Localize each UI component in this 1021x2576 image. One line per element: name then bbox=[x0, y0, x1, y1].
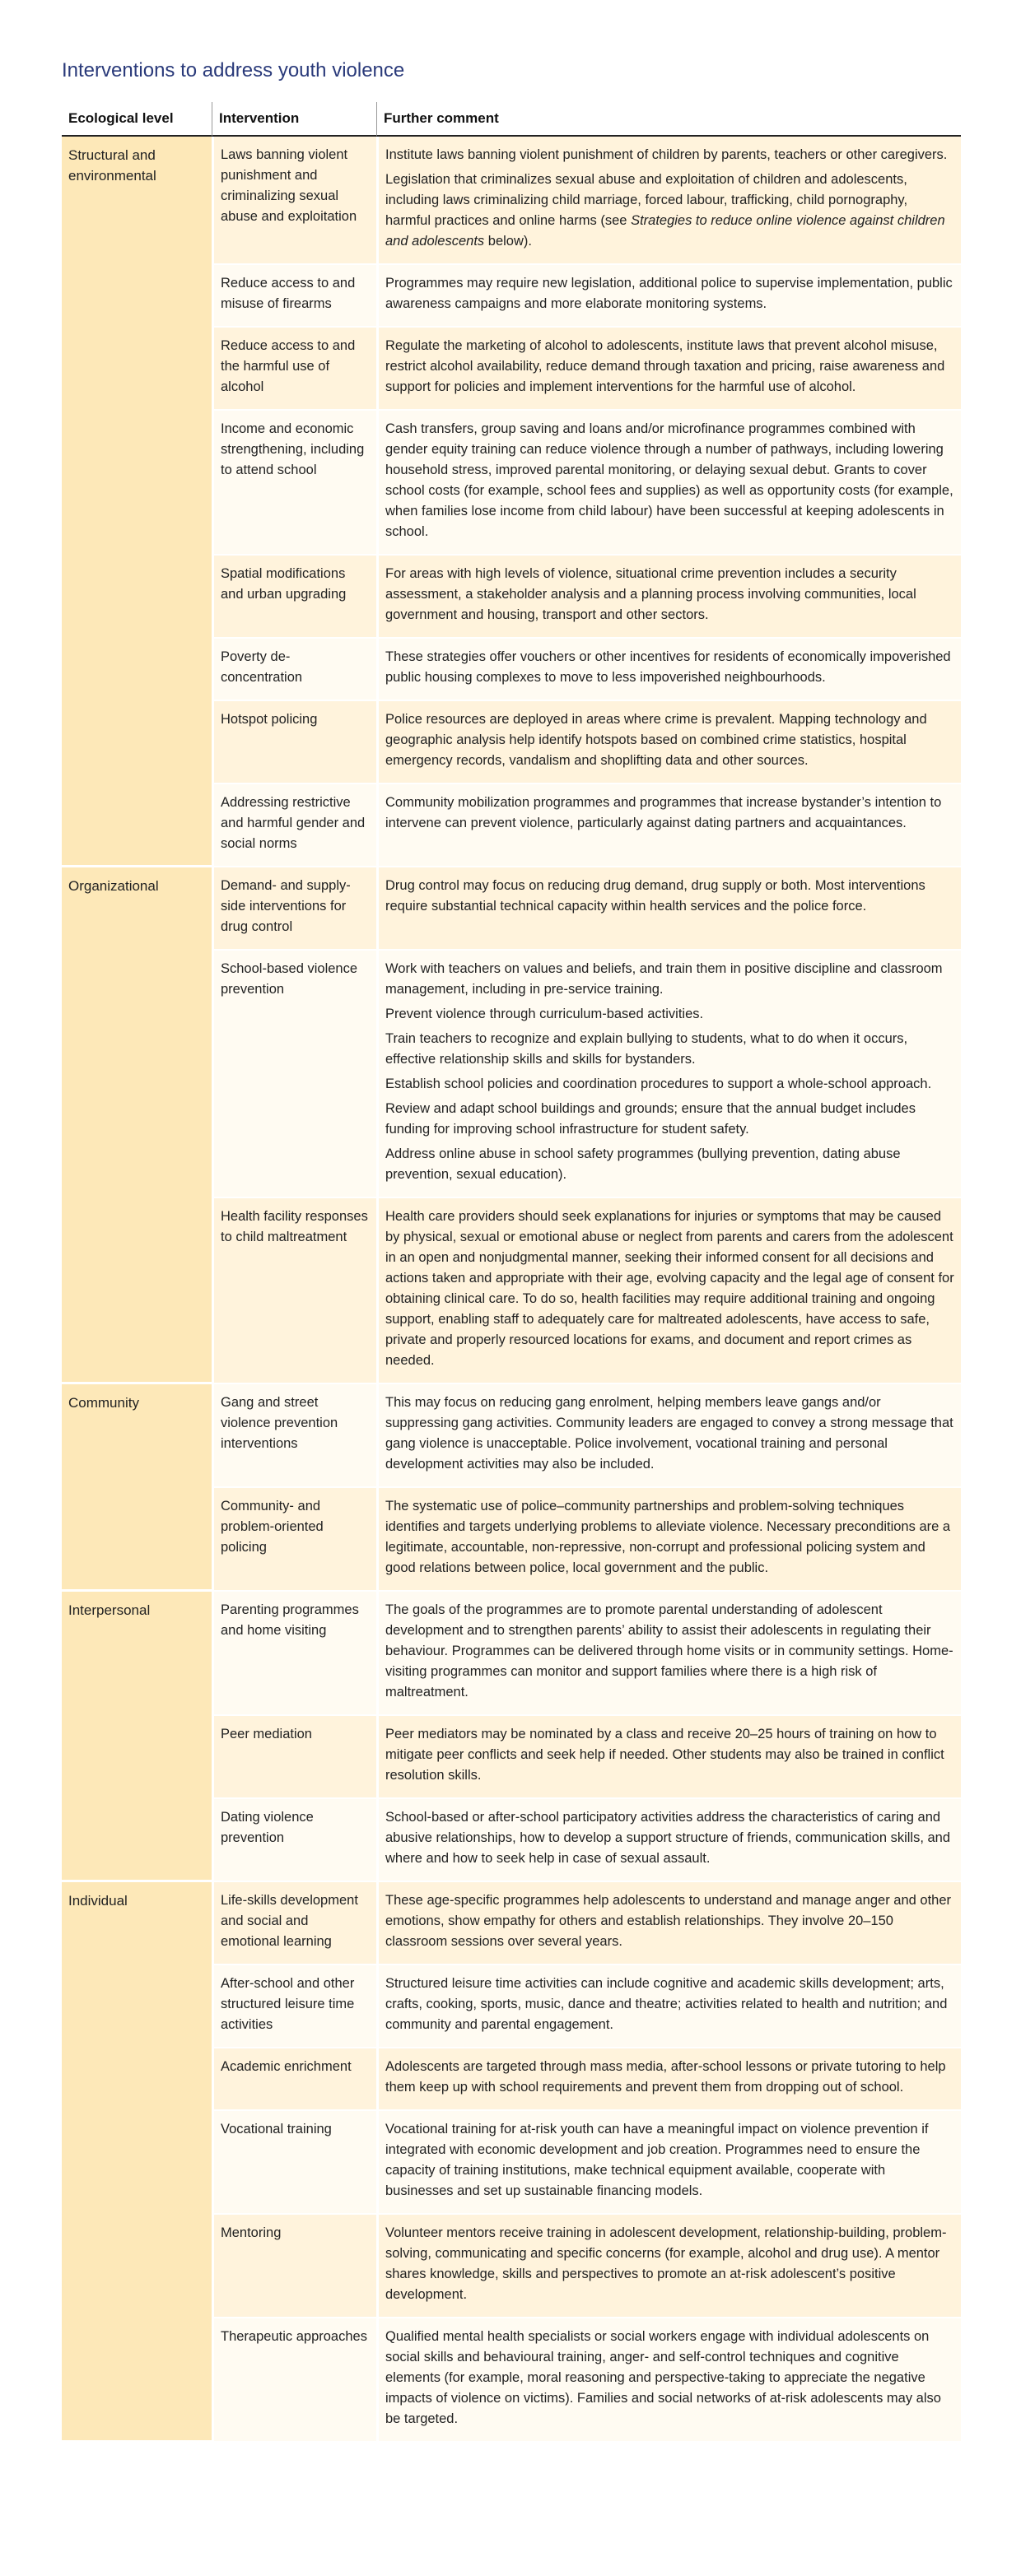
header-intervention: Intervention bbox=[212, 102, 376, 137]
comment-cell bbox=[376, 2111, 961, 2215]
comment-cell bbox=[376, 1488, 961, 1592]
intervention-cell: Dating violence prevention bbox=[212, 1799, 376, 1882]
comment-text: The systematic use of police–community partnerships and problem-solving techniques identifies and targets underlying problems to alleviate violence. Necessary preconditions are a legitimate, accountable, non-repressive, non-corrupt and professional policing system and good relations between police, local government and the public. bbox=[385, 1499, 951, 1575]
ecological-level-cell: Organizational bbox=[62, 867, 212, 1384]
intervention-cell: Therapeutic approaches bbox=[212, 2318, 376, 2443]
comment-cell bbox=[376, 1799, 961, 1882]
comment-text: This may focus on reducing gang enrolment, helping members leave gangs and/or suppressing gang activities. Community leaders are engaged to convey a strong message that gang violence is unacceptable. Police involvement, vocational training and personal development activities may also be included. bbox=[385, 1395, 953, 1472]
comment-cell bbox=[376, 1716, 961, 1799]
table-row bbox=[62, 867, 961, 951]
comment-text: Institute laws banning violent punishment of children by parents, teachers or other caregivers. bbox=[385, 147, 948, 162]
comment-cell bbox=[376, 2318, 961, 2443]
comment-paragraph bbox=[385, 145, 954, 165]
comment-text: Peer mediators may be nominated by a class and receive 20–25 hours of training on how to mitigate peer conflicts and seek help if needed. Other students may also be trained in conflict resolution skills. bbox=[385, 1727, 944, 1783]
comment-text: Train teachers to recognize and explain bullying to students, what to do when it occurs, effective relationship skills and skills for bystanders. bbox=[385, 1031, 908, 1067]
comment-paragraph bbox=[385, 336, 954, 398]
ecological-level-cell: Structural and environmental bbox=[62, 137, 212, 867]
intervention-cell: Vocational training bbox=[212, 2111, 376, 2215]
comment-text: Review and adapt school buildings and grounds; ensure that the annual budget includes funding for improving school infrastructure for student safety. bbox=[385, 1101, 916, 1137]
table-row bbox=[62, 137, 961, 265]
comment-cell bbox=[376, 867, 961, 951]
comment-paragraph bbox=[385, 1724, 954, 1786]
comment-paragraph bbox=[385, 1074, 954, 1095]
intervention-cell: Community- and problem-oriented policing bbox=[212, 1488, 376, 1592]
comment-cell bbox=[376, 411, 961, 556]
intervention-cell: After-school and other structured leisure time activities bbox=[212, 1965, 376, 2048]
comment-text: Structured leisure time activities can include cognitive and academic skills development; arts, crafts, cooking, sports, music, dance and theatre; activities related to health and nutrition; and community and parental engagement. bbox=[385, 1976, 948, 2032]
intervention-cell: Reduce access to and misuse of firearms bbox=[212, 265, 376, 328]
table-row bbox=[62, 1592, 961, 1716]
comment-paragraph bbox=[385, 2119, 954, 2202]
comment-cell bbox=[376, 265, 961, 328]
interventions-table bbox=[62, 102, 961, 2443]
intervention-cell: Laws banning violent punishment and criminalizing sexual abuse and exploitation bbox=[212, 137, 376, 265]
comment-text: These strategies offer vouchers or other incentives for residents of economically impoverished public housing complexes to move to less impoverished neighbourhoods. bbox=[385, 649, 951, 685]
comment-cell bbox=[376, 1592, 961, 1716]
table-row bbox=[62, 1384, 961, 1488]
comment-text: School-based or after-school participatory activities address the characteristics of caring and abusive relationships, how to develop a support structure of friends, communication skills, and where and how to seek help in case of sexual assault. bbox=[385, 1810, 951, 1866]
comment-cell bbox=[376, 1965, 961, 2048]
comment-cell bbox=[376, 2048, 961, 2111]
intervention-cell: Income and economic strengthening, including to attend school bbox=[212, 411, 376, 556]
comment-text: Programmes may require new legislation, additional police to supervise implementation, public awareness campaigns and more elaborate monitoring systems. bbox=[385, 276, 953, 311]
comment-text: The goals of the programmes are to promote parental understanding of adolescent development and to strengthen parents’ ability to assist their adolescents in regulating their behaviour. Programmes can be delivered through home visits or in community settings. Home-visiting programmes can monitor and support families where there is a high risk of maltreatment. bbox=[385, 1602, 953, 1700]
comment-text: Cash transfers, group saving and loans and/or microfinance programmes combined with gender equity training can reduce violence through a number of pathways, including lowering household stress, improved parental monitoring, or delaying sexual debut. Grants to cover school costs (for example, school fees and supplies) as well as opportunity costs (for example, when families lose income from child labour) have been successful at keeping adolescents in school. bbox=[385, 421, 953, 539]
comment-paragraph bbox=[385, 1600, 954, 1703]
comment-text: Prevent violence through curriculum-based activities. bbox=[385, 1007, 704, 1021]
comment-cell bbox=[376, 951, 961, 1198]
comment-text: Community mobilization programmes and programmes that increase bystander’s intention to intervene can prevent violence, particularly against dating partners and acquaintances. bbox=[385, 795, 942, 830]
table-row bbox=[62, 1882, 961, 1965]
comment-paragraph bbox=[385, 876, 954, 917]
comment-cell bbox=[376, 556, 961, 639]
intervention-cell: Hotspot policing bbox=[212, 701, 376, 784]
comment-text: Work with teachers on values and beliefs, and train them in positive discipline and classroom management, including in pre-service training. bbox=[385, 961, 943, 997]
page-title: Interventions to address youth violence bbox=[62, 59, 405, 81]
comment-text: Vocational training for at-risk youth can have a meaningful impact on violence prevention if integrated with economic development and job creation. Programmes need to ensure the capacity of training institutions, make technical equipment available, cooperate with businesses and set up sustainable financing models. bbox=[385, 2122, 929, 2198]
comment-paragraph bbox=[385, 2327, 954, 2430]
comment-paragraph bbox=[385, 2223, 954, 2305]
comment-paragraph bbox=[385, 2057, 954, 2098]
intervention-cell: Reduce access to and the harmful use of alcohol bbox=[212, 328, 376, 411]
comment-cell bbox=[376, 328, 961, 411]
comment-cell bbox=[376, 701, 961, 784]
comment-text: Legislation that criminalizes sexual abuse and exploitation of children and adolescents, including laws criminalizing child marriage, forced labour, trafficking, child pornography, harmful practices and online harms (see bbox=[385, 172, 908, 228]
comment-text: Regulate the marketing of alcohol to adolescents, institute laws that prevent alcohol misuse, restrict alcohol availability, reduce demand through taxation and pricing, raise awareness and support for policies and implement interventions for the harmful use of alcohol. bbox=[385, 338, 945, 394]
comment-cell bbox=[376, 784, 961, 867]
comment-paragraph bbox=[385, 1890, 954, 1952]
intervention-cell: Mentoring bbox=[212, 2215, 376, 2318]
comment-paragraph bbox=[385, 564, 954, 625]
comment-paragraph bbox=[385, 647, 954, 688]
comment-cell bbox=[376, 137, 961, 265]
intervention-cell: Poverty de-concentration bbox=[212, 639, 376, 701]
comment-paragraph bbox=[385, 959, 954, 1000]
header-ecological-level: Ecological level bbox=[62, 102, 212, 137]
comment-paragraph bbox=[385, 1393, 954, 1475]
comment-text-after: below). bbox=[484, 234, 532, 249]
ecological-level-cell: Interpersonal bbox=[62, 1592, 212, 1882]
intervention-cell: Addressing restrictive and harmful gender and social norms bbox=[212, 784, 376, 867]
intervention-cell: Spatial modifications and urban upgrading bbox=[212, 556, 376, 639]
intervention-cell: School-based violence prevention bbox=[212, 951, 376, 1198]
intervention-cell: Parenting programmes and home visiting bbox=[212, 1592, 376, 1716]
intervention-cell: Peer mediation bbox=[212, 1716, 376, 1799]
comment-cell bbox=[376, 1882, 961, 1965]
comment-cell bbox=[376, 2215, 961, 2318]
comment-paragraph bbox=[385, 273, 954, 314]
ecological-level-cell: Community bbox=[62, 1384, 212, 1592]
ecological-level-cell: Individual bbox=[62, 1882, 212, 2443]
table-body bbox=[62, 137, 961, 2443]
comment-text: Establish school policies and coordination procedures to support a whole-school approach. bbox=[385, 1076, 932, 1091]
table-header-row bbox=[62, 102, 961, 137]
intervention-cell: Gang and street violence prevention interventions bbox=[212, 1384, 376, 1488]
comment-paragraph bbox=[385, 1144, 954, 1185]
header-further-comment: Further comment bbox=[376, 102, 961, 137]
comment-paragraph bbox=[385, 1496, 954, 1579]
comment-text: Volunteer mentors receive training in adolescent development, relationship-building, problem-solving, communicating and specific concerns (for example, alcohol and drug use). A mentor shares knowledge, skills and perspectives to promote an at-risk adolescent’s positive development. bbox=[385, 2225, 947, 2302]
comment-text: Health care providers should seek explanations for injuries or symptoms that may be caused by physical, sexual or emotional abuse or neglect from parents and carers from the adolescent in an open and nonjudgmental manner, seeking their informed consent for all decisions and actions taken and appropriate with their age, evolving capacity and the legal age of consent for obtaining clinical care. To do so, health facilities may require additional training and ongoing support, enabling staff to adequately care for maltreated adolescents, have access to safe, private and properly resourced locations for exams, and document and report crimes as needed. bbox=[385, 1209, 954, 1368]
comment-paragraph bbox=[385, 1974, 954, 2035]
comment-text: Address online abuse in school safety programmes (bullying prevention, dating abuse prevention, sexual education). bbox=[385, 1146, 901, 1182]
comment-paragraph bbox=[385, 419, 954, 542]
intervention-cell: Demand- and supply-side interventions for drug control bbox=[212, 867, 376, 951]
comment-text: Qualified mental health specialists or social workers engage with individual adolescents on social skills and behavioural training, anger- and self-control techniques and cognitive elements (for example, moral reasoning and perspective-taking to appreciate the negative impacts of violence on victims). Families and social networks of at-risk adolescents may also be targeted. bbox=[385, 2329, 941, 2426]
intervention-cell: Health facility responses to child maltreatment bbox=[212, 1198, 376, 1384]
comment-text: Police resources are deployed in areas where crime is prevalent. Mapping technology and geographic analysis help identify hotspots based on combined crime statistics, hospital emergency records, vandalism and shoplifting data and other sources. bbox=[385, 712, 927, 768]
comment-paragraph bbox=[385, 1099, 954, 1140]
comment-text: Drug control may focus on reducing drug demand, drug supply or both. Most interventions require substantial technical capacity within health services and the police force. bbox=[385, 878, 925, 914]
comment-cell bbox=[376, 1198, 961, 1384]
comment-paragraph bbox=[385, 793, 954, 834]
comment-paragraph bbox=[385, 170, 954, 252]
comment-cell bbox=[376, 639, 961, 701]
comment-text: Adolescents are targeted through mass media, after-school lessons or private tutoring to help them keep up with school requirements and prevent them from dropping out of school. bbox=[385, 2059, 946, 2095]
comment-cell bbox=[376, 1384, 961, 1488]
comment-paragraph bbox=[385, 1207, 954, 1371]
comment-text: For areas with high levels of violence, situational crime prevention includes a security assessment, a stakeholder analysis and a planning process involving communities, local government and housing, transport and other sectors. bbox=[385, 566, 916, 622]
comment-paragraph bbox=[385, 1807, 954, 1869]
intervention-cell: Life-skills development and social and emotional learning bbox=[212, 1882, 376, 1965]
comment-paragraph bbox=[385, 1004, 954, 1025]
comment-text: These age-specific programmes help adolescents to understand and manage anger and other emotions, show empathy for others and establish relationships. They involve 20–150 classroom sessions over several years. bbox=[385, 1893, 952, 1949]
comment-reference: Strategies to reduce online violence against children and adolescents bbox=[385, 213, 945, 249]
intervention-cell: Academic enrichment bbox=[212, 2048, 376, 2111]
comment-paragraph bbox=[385, 709, 954, 771]
comment-paragraph bbox=[385, 1029, 954, 1070]
